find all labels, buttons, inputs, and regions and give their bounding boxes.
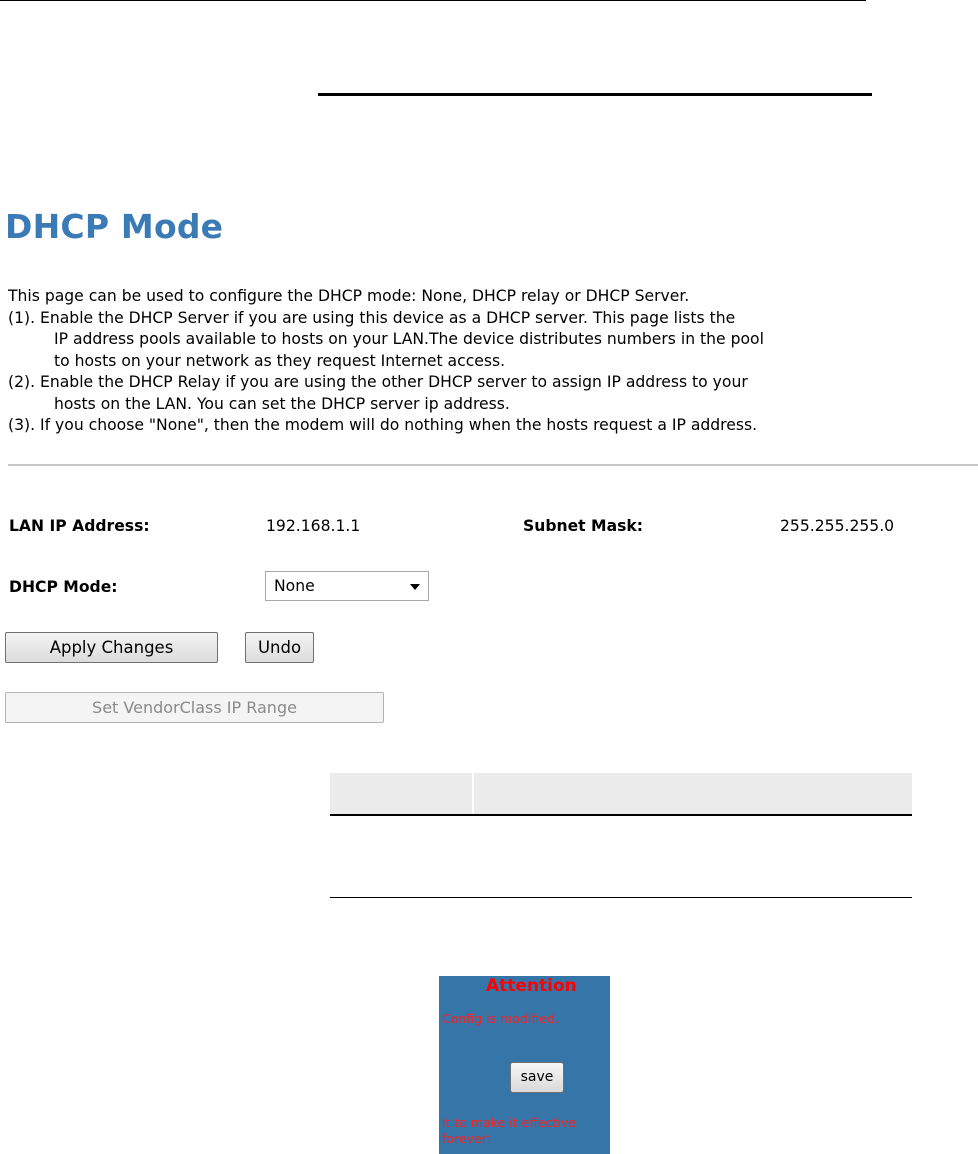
top-rule <box>0 0 866 1</box>
save-button[interactable]: save <box>510 1062 564 1093</box>
description-line: IP address pools available to hosts on your LAN.The device distributes numbers in the pool <box>54 330 764 348</box>
attention-title: Attention <box>486 976 577 996</box>
attention-panel <box>439 976 610 1154</box>
undo-button[interactable]: Undo <box>245 632 314 663</box>
description-line: (1). Enable the DHCP Server if you are using this device as a DHCP server. This page lists the <box>8 308 736 327</box>
description-line: to hosts on your network as they request Internet access. <box>54 351 506 370</box>
page-description <box>8 286 978 437</box>
table-header <box>330 773 912 816</box>
description-line: This page can be used to configure the DHCP mode: None, DHCP relay or DHCP Server. <box>8 287 690 305</box>
attention-message: Config is modified. <box>442 1011 559 1026</box>
attention-note: it to make it effective forever! <box>442 1115 576 1146</box>
table-bottom-rule <box>330 897 912 898</box>
subnet-mask-value: 255.255.255.0 <box>780 517 895 535</box>
lan-ip-label: LAN IP Address: <box>9 517 150 535</box>
dhcp-mode-label: DHCP Mode: <box>9 578 118 596</box>
table-header-cell <box>330 773 474 814</box>
page-title: DHCP Mode <box>5 207 224 246</box>
description-line: (3). If you choose "None", then the modem will do nothing when the hosts request a IP address. <box>8 416 758 434</box>
dhcp-mode-select[interactable] <box>265 571 429 601</box>
lan-ip-value: 192.168.1.1 <box>266 517 361 535</box>
dhcp-mode-selected-value: None <box>274 577 315 595</box>
header-rule <box>318 93 872 96</box>
section-divider <box>8 464 978 466</box>
subnet-mask-label: Subnet Mask: <box>523 517 643 535</box>
set-vendorclass-ip-range-button[interactable]: Set VendorClass IP Range <box>5 692 384 723</box>
description-line: (2). Enable the DHCP Relay if you are using the other DHCP server to assign IP address to your <box>8 373 748 391</box>
apply-changes-button[interactable]: Apply Changes <box>5 632 218 663</box>
dropdown-arrow-icon <box>410 584 420 590</box>
description-line: hosts on the LAN. You can set the DHCP server ip address. <box>54 394 510 413</box>
